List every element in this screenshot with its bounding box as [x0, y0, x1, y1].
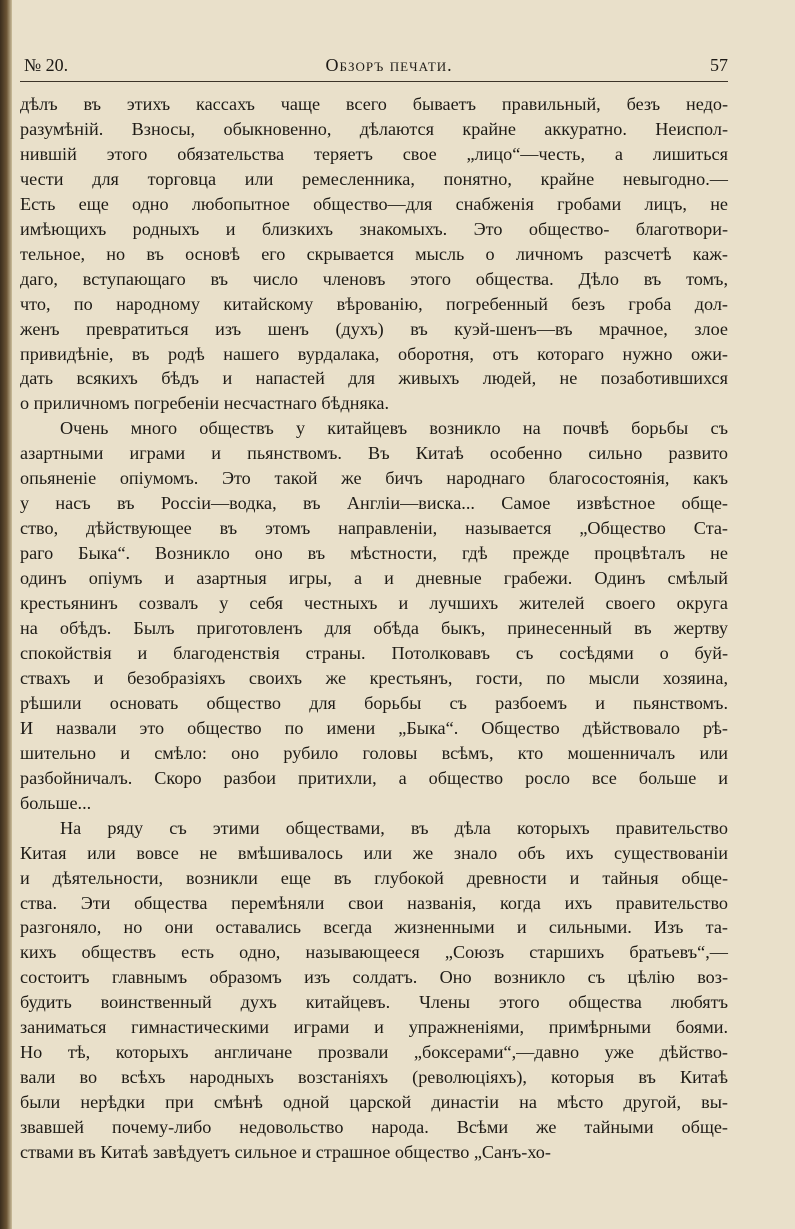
text-line: состоитъ главнымъ образомъ изъ солдатъ. Оно возникло съ цѣлію воз- [20, 967, 728, 988]
text-line: одинъ опіумъ и азартныя игры, а и дневные грабежи. Одинъ смѣлый [20, 568, 728, 589]
page-number: 57 [709, 55, 728, 75]
text-line: нившій этого обязательства теряетъ свое „лицо“—честь, а лишиться [20, 143, 728, 164]
text-line: Есть еще одно любопытное общество—для снабженія гробами лицъ, не [20, 193, 728, 214]
text-line: что, по народному китайскому вѣрованію, погребенный безъ гроба дол- [20, 293, 728, 314]
issue-number: № 20. [24, 55, 69, 75]
text-line: ствахъ и безобразіяхъ своихъ же крестьянъ, гости, по мысли хозяина, [20, 667, 728, 688]
section-title: Обзоръ печати. [325, 55, 453, 75]
body-text [20, 92, 728, 1165]
paragraph [20, 816, 728, 1165]
text-line: шительно и смѣло: оно рубило головы всѣмъ, кто мошенничалъ или [20, 742, 728, 763]
text-line: о приличномъ погребеніи несчастнаго бѣдняка. [20, 393, 390, 414]
text-line: рѣшили основать общество для борьбы съ разбоемъ и пьянствомъ. [20, 692, 728, 713]
text-line: у насъ въ Россіи—водка, въ Англіи—виска... Самое извѣстное обще- [20, 493, 728, 514]
text-line: На ряду съ этими обществами, въ дѣла которыхъ правительство [60, 817, 728, 838]
text-line: и дѣятельности, возникли еще въ глубокой древности и тайныя обще- [20, 867, 728, 888]
text-line: ствами въ Китаѣ завѣдуетъ сильное и страшное общество „Санъ-хо- [20, 1142, 551, 1163]
paragraph [20, 92, 728, 416]
text-line: крестьянинъ созвалъ у себя честныхъ и лучшихъ жителей своего округа [20, 593, 728, 614]
book-page [20, 55, 728, 1165]
text-line: дѣлъ въ этихъ кассахъ чаще всего бываетъ правильный, безъ недо- [20, 94, 728, 114]
text-line: разбойничалъ. Скоро разбои притихли, а общество росло все больше и [20, 767, 728, 788]
text-line: привидѣніе, въ родѣ нашего вурдалака, оборотня, отъ котораго нужно ожи- [20, 343, 728, 364]
text-line: женъ превратиться изъ шенъ (духъ) въ куэй-шенъ—въ мрачное, злое [20, 318, 728, 339]
text-line: раго Быка“. Возникло оно въ мѣстности, гдѣ прежде процвѣталъ не [20, 543, 728, 564]
text-line: дать всякихъ бѣдъ и напастей для живыхъ людей, не позаботившихся [20, 368, 728, 389]
text-line: ство, дѣйствующее въ этомъ направленіи, называется „Общество Ста- [20, 518, 728, 539]
text-line: азартными играми и пьянствомъ. Въ Китаѣ особенно сильно развито [20, 443, 728, 464]
text-line: тельное, но въ основѣ его скрывается мысль о личномъ разсчетѣ каж- [20, 243, 728, 264]
text-line: Китая или вовсе не вмѣшивалось или же знало объ ихъ существованіи [20, 842, 728, 863]
text-line: будить воинственный духъ китайцевъ. Члены этого общества любятъ [20, 992, 728, 1013]
text-line: имѣющихъ родныхъ и близкихъ знакомыхъ. Это общество- благотвори- [20, 218, 728, 239]
text-line: разгоняло, но они оставались всегда жизненными и сильными. Изъ та- [20, 917, 728, 938]
text-line: опьяненіе опіумомъ. Это такой же бичъ народнаго благосостоянія, какъ [20, 468, 728, 489]
text-line: разумѣній. Взносы, обыкновенно, дѣлаются крайне аккуратно. Неиспол- [20, 118, 728, 139]
text-line: были нерѣдки при смѣнѣ одной царской династіи на мѣсто другой, вы- [20, 1092, 728, 1113]
running-header [20, 55, 728, 81]
text-line: звавшей почему-либо недовольство народа. Всѣми же тайными обще- [20, 1117, 728, 1138]
text-line: заниматься гимнастическими играми и упражненіями, примѣрными боями. [20, 1017, 728, 1038]
text-line: чести для торговца или ремесленника, понятно, крайне невыгодно.— [20, 168, 728, 189]
text-line: больше... [20, 792, 92, 813]
text-line: даго, вступающаго въ число членовъ этого общества. Дѣло въ томъ, [20, 268, 728, 289]
book-binding-edge [0, 0, 12, 1229]
text-line: ства. Эти общества перемѣняли свои названія, когда ихъ правительство [20, 892, 728, 913]
text-line: Очень много обществъ у китайцевъ возникло на почвѣ борьбы съ [60, 418, 728, 439]
text-line: спокойствія и благоденствія страны. Потолковавъ съ сосѣдями о буй- [20, 642, 728, 663]
text-line: вали во всѣхъ народныхъ возстаніяхъ (революціяхъ), которыя въ Китаѣ [20, 1067, 728, 1088]
text-line: кихъ обществъ есть одно, называющееся „Союзъ старшихъ братьевъ“,— [20, 942, 728, 963]
text-line: И назвали это общество по имени „Быка“. Общество дѣйствовало рѣ- [20, 717, 728, 738]
paragraph [20, 416, 728, 815]
text-line: Но тѣ, которыхъ англичане прозвали „боксерами“,—давно уже дѣйство- [20, 1042, 728, 1063]
text-line: на обѣдъ. Былъ приготовленъ для обѣда быкъ, принесенный въ жертву [20, 618, 728, 639]
header-rule [20, 81, 728, 82]
